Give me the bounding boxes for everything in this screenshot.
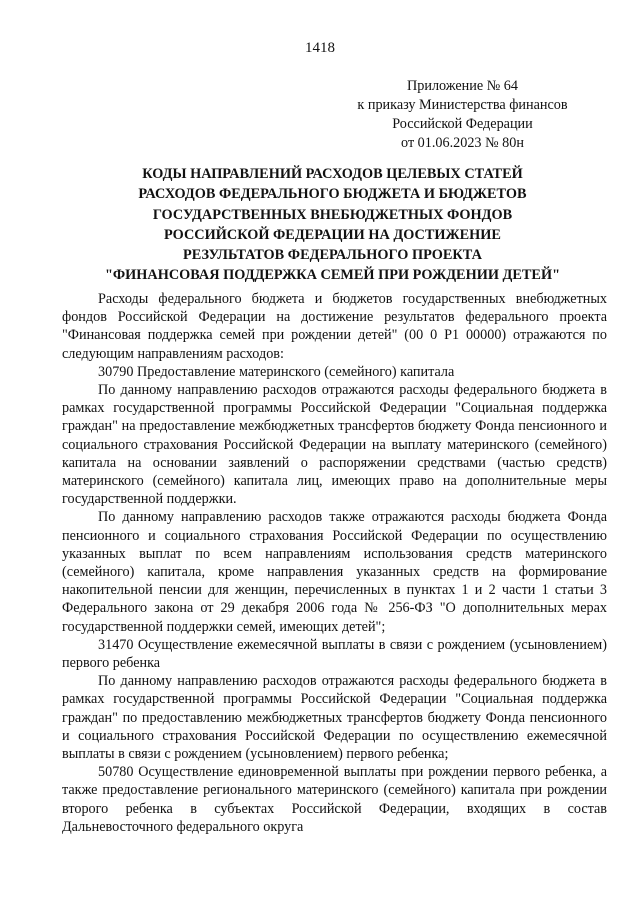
title-line: "ФИНАНСОВАЯ ПОДДЕРЖКА СЕМЕЙ ПРИ РОЖДЕНИИ ДЕТЕЙ" bbox=[104, 267, 561, 284]
body-paragraph: По данному направлению расходов также отражаются расходы бюджета Фонда пенсионного и социального страхования Российской Федерации по осуществлению указанных выплат по всем направлениям использования средств материнского (семейного) капитала, кроме направления указанных средств на формирование накопительной пенсии для женщин, перечисленных в пунктах 1 и 2 части 1 статьи 3 Федерального закона от 29 декабря 2006 года № 256-ФЗ "О дополнительных мерах государственной поддержки семей, имеющих детей"; bbox=[62, 509, 607, 635]
section-heading-30790: 30790 Предоставление материнского (семейного) капитала bbox=[98, 363, 455, 380]
document-title bbox=[60, 164, 605, 286]
body-paragraph: Расходы федерального бюджета и бюджетов государственных внебюджетных фондов Российской Федерации на достижение результатов федерального проекта "Финансовая поддержка семей при рождении детей" (00 0 Р1 00000) отражаются по следующим направлениям расходов: bbox=[62, 291, 607, 362]
appendix-header bbox=[340, 77, 585, 153]
appendix-line: от 01.06.2023 № 80н bbox=[401, 135, 524, 151]
appendix-line: к приказу Министерства финансов bbox=[357, 97, 568, 113]
title-line: КОДЫ НАПРАВЛЕНИЙ РАСХОДОВ ЦЕЛЕВЫХ СТАТЕЙ bbox=[142, 166, 523, 182]
title-line: РАСХОДОВ ФЕДЕРАЛЬНОГО БЮДЖЕТА И БЮДЖЕТОВ bbox=[138, 186, 527, 203]
title-line: РЕЗУЛЬТАТОВ ФЕДЕРАЛЬНОГО ПРОЕКТА bbox=[183, 247, 482, 264]
appendix-line: Российской Федерации bbox=[392, 116, 533, 132]
title-line: ГОСУДАРСТВЕННЫХ ВНЕБЮДЖЕТНЫХ ФОНДОВ bbox=[152, 206, 513, 223]
title-line: РОССИЙСКОЙ ФЕДЕРАЦИИ НА ДОСТИЖЕНИЕ bbox=[164, 226, 501, 243]
section-heading-31470: 31470 Осуществление ежемесячной выплаты в связи с рождением (усыновлением) первого ребенка bbox=[62, 636, 607, 672]
body-paragraph: По данному направлению расходов отражаются расходы федерального бюджета в рамках государственной программы Российской Федерации "Социальная поддержка граждан" по предоставлению межбюджетных трансфертов бюджету Фонда пенсионного и социального страхования Российской Федерации по осуществлению ежемесячной выплаты в связи с рождением (усыновлением) первого ребенка; bbox=[62, 673, 607, 763]
appendix-line: Приложение № 64 bbox=[407, 78, 518, 94]
body-paragraph: По данному направлению расходов отражаются расходы федерального бюджета в рамках государственной программы Российской Федерации "Социальная поддержка граждан" на предоставление межбюджетных трансфертов бюджету Фонда пенсионного и социального страхования Российской Федерации на выплату материнского (семейного) капитала на основании заявлений о распоряжении средствами (частью средств) материнского (семейного) капитала лиц, имеющих право на дополнительные меры государственной поддержки. bbox=[62, 382, 607, 508]
section-heading-50780: 50780 Осуществление единовременной выплаты при рождении первого ребенка, а также предоставление регионального материнского (семейного) капитала при рождении второго ребенка в субъектах Российской Федерации, входящих в состав Дальневосточного федерального округа bbox=[62, 764, 607, 835]
document-body bbox=[62, 290, 607, 836]
page-number: 1418 bbox=[305, 40, 335, 56]
